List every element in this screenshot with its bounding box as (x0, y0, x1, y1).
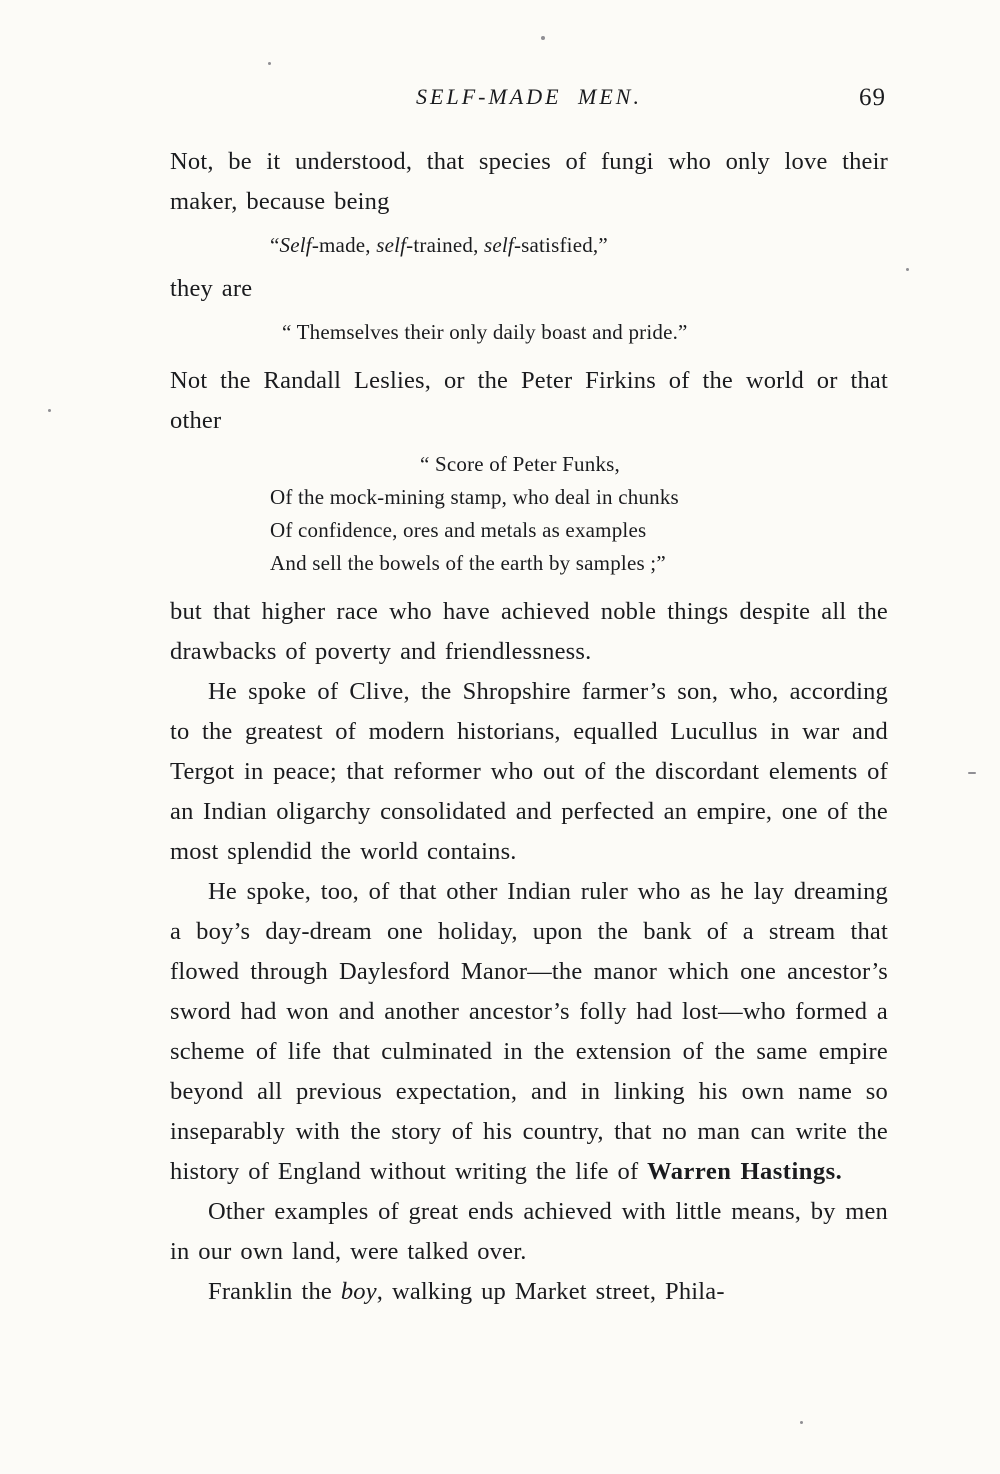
paragraph-intro: Not, be it understood, that species of fungi who only love their maker, because being (170, 148, 888, 215)
verse-line: Of confidence, ores and metals as examples (270, 518, 647, 542)
paragraph-randall-leslies: Not the Randall Leslies, or the Peter Firkins of the world or that other (170, 367, 888, 434)
paragraph-they-are: they are (170, 275, 253, 302)
paragraph-higher-race: but that higher race who have achieved noble things despite all the drawbacks of poverty and friendlessness. (170, 598, 888, 665)
paragraph-other-examples: Other examples of great ends achieved with little means, by men in our own land, were talked over. (170, 1198, 888, 1265)
scan-speck (268, 62, 271, 65)
bold-name-warren-hastings: Warren Hastings. (647, 1158, 843, 1185)
paragraph-text: Franklin the (208, 1278, 341, 1305)
quote-text: -satisfied,” (513, 233, 608, 257)
running-title: SELF-MADE MEN. (416, 84, 642, 109)
verse-quote-peter-funks (270, 448, 888, 580)
quote-text: -trained, (406, 233, 484, 257)
paragraph-text: , walking up Market street, Phila- (376, 1278, 725, 1305)
scan-speck (906, 268, 909, 271)
italic-word-boy: boy (340, 1278, 377, 1305)
verse-line: And sell the bowels of the earth by samples ;” (270, 551, 666, 575)
verse-quote-themselves: “ Themselves their only daily boast and pride.” (282, 320, 688, 344)
quote-text: -made, (311, 233, 377, 257)
paragraph-text: He spoke, too, of that other Indian ruler who as he lay dreaming a boy’s day-dream one holiday, upon the bank of a stream that flowed through Daylesford Manor—the manor which one ancestor’s sword had won and another ancestor’s folly had lost—who formed a scheme of life that culminated in the extension of the same empire beyond all previous expectation, and in linking his own name so inseparably with the story of his country, that no man can write the history of England without writing the life of (170, 878, 888, 1185)
paragraph-franklin (170, 1272, 888, 1312)
paragraph-clive: He spoke of Clive, the Shropshire farmer’s son, who, according to the greatest of modern historians, equalled Lucullus in war and Tergot in peace; that reformer who out of the discordant elements of an Indian oligarchy consolidated and perfected an empire, one of the most splendid the world contains. (170, 678, 888, 865)
page-header (170, 84, 888, 116)
scan-speck (800, 1421, 803, 1424)
quote-open: “ (270, 233, 280, 257)
scan-speck (541, 36, 545, 40)
paragraph-warren-hastings (170, 872, 888, 1192)
verse-line: “ Score of Peter Funks, (420, 452, 620, 476)
quote-italic-word: self (376, 233, 407, 257)
scan-speck (48, 409, 51, 412)
scan-speck (968, 772, 976, 774)
verse-line: Of the mock-mining stamp, who deal in chunks (270, 485, 679, 509)
quote-italic-word: self (483, 233, 514, 257)
page-number: 69 (859, 84, 886, 111)
quote-italic-word: Self (279, 233, 312, 257)
verse-quote-self-made (270, 229, 888, 262)
